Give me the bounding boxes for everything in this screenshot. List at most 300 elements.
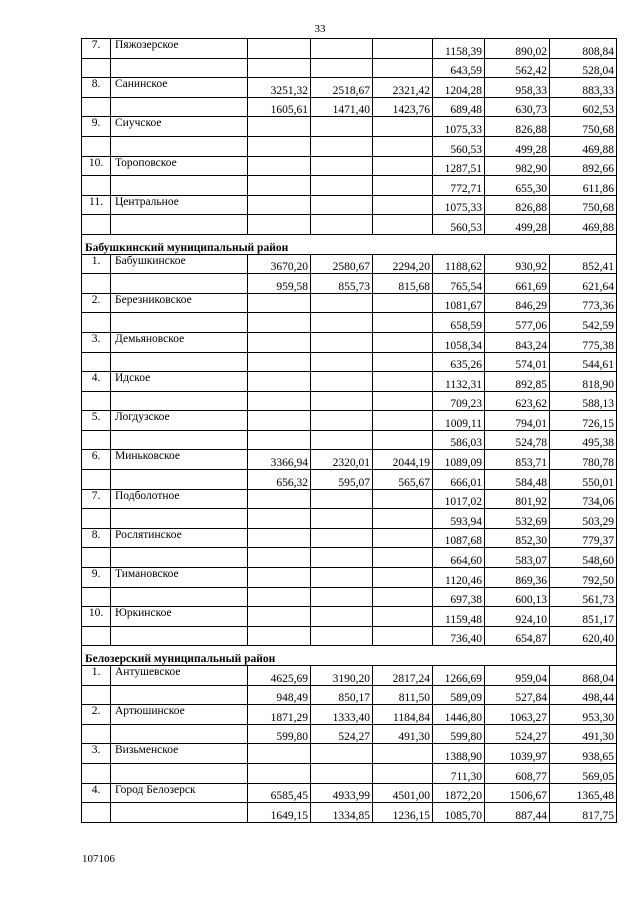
- value-cell-v2: [311, 58, 373, 78]
- row-index: [82, 626, 111, 646]
- settlement-name: [111, 548, 248, 568]
- table-row: [82, 607, 617, 627]
- table-row: [82, 352, 617, 372]
- value-cell-v5: 924,10: [485, 607, 550, 627]
- value-cell-v2: [311, 430, 373, 450]
- value-cell-v4: 586,03: [433, 430, 485, 450]
- value-cell-v2: 855,73: [311, 274, 373, 294]
- value-cell-v3: [373, 489, 433, 509]
- value-cell-v3: [373, 763, 433, 783]
- settlement-name: [111, 352, 248, 372]
- value-cell-v4: 689,48: [433, 97, 485, 117]
- value-cell-v1: 4625,69: [248, 666, 311, 686]
- value-cell-v2: [311, 411, 373, 431]
- value-cell-v3: 2044,19: [373, 450, 433, 470]
- value-cell-v3: 2817,24: [373, 666, 433, 686]
- section-title: Бабушкинский муниципальный район: [82, 234, 617, 254]
- value-cell-v6: 491,30: [550, 724, 617, 744]
- value-cell-v5: 982,90: [485, 156, 550, 176]
- value-cell-v1: [248, 195, 311, 215]
- value-cell-v6: 620,40: [550, 626, 617, 646]
- settlement-name: Тимановское: [111, 568, 248, 588]
- table-row: [82, 391, 617, 411]
- settlement-name: Сиучское: [111, 117, 248, 137]
- value-cell-v1: 948,49: [248, 685, 311, 705]
- settlement-name: [111, 724, 248, 744]
- table-row: [82, 156, 617, 176]
- value-cell-v4: 736,40: [433, 626, 485, 646]
- value-cell-v2: [311, 372, 373, 392]
- page-number: 33: [314, 23, 326, 35]
- value-cell-v2: [311, 176, 373, 196]
- table-row: [82, 489, 617, 509]
- value-cell-v5: 661,69: [485, 274, 550, 294]
- value-cell-v2: [311, 156, 373, 176]
- row-index: 8.: [82, 78, 111, 98]
- value-cell-v3: [373, 293, 433, 313]
- table-row: [82, 548, 617, 568]
- value-cell-v5: 801,92: [485, 489, 550, 509]
- table-row: [82, 705, 617, 725]
- value-cell-v3: [373, 372, 433, 392]
- settlement-name: [111, 274, 248, 294]
- settlement-name: Центральное: [111, 195, 248, 215]
- value-cell-v2: 850,17: [311, 685, 373, 705]
- value-cell-v6: 773,36: [550, 293, 617, 313]
- row-index: 4.: [82, 372, 111, 392]
- value-cell-v4: 1132,31: [433, 372, 485, 392]
- value-cell-v6: 883,33: [550, 78, 617, 98]
- value-cell-v5: 958,33: [485, 78, 550, 98]
- tariff-table: [81, 38, 617, 823]
- row-index: 6.: [82, 450, 111, 470]
- row-index: 11.: [82, 195, 111, 215]
- value-cell-v1: [248, 568, 311, 588]
- row-index: [82, 587, 111, 607]
- value-cell-v6: 602,53: [550, 97, 617, 117]
- table-body: [82, 39, 617, 823]
- row-index: [82, 685, 111, 705]
- settlement-name: Тороповское: [111, 156, 248, 176]
- value-cell-v1: [248, 176, 311, 196]
- value-cell-v5: 654,87: [485, 626, 550, 646]
- value-cell-v1: [248, 313, 311, 333]
- value-cell-v4: 1266,69: [433, 666, 485, 686]
- table-row: [82, 744, 617, 764]
- value-cell-v3: [373, 313, 433, 333]
- settlement-name: [111, 430, 248, 450]
- value-cell-v3: [373, 332, 433, 352]
- value-cell-v4: 1158,39: [433, 39, 485, 59]
- settlement-name: Березниковское: [111, 293, 248, 313]
- value-cell-v4: 593,94: [433, 509, 485, 529]
- row-index: [82, 58, 111, 78]
- value-cell-v6: 817,75: [550, 803, 617, 823]
- value-cell-v6: 498,44: [550, 685, 617, 705]
- value-cell-v3: 1236,15: [373, 803, 433, 823]
- value-cell-v2: 1334,85: [311, 803, 373, 823]
- value-cell-v5: 890,02: [485, 39, 550, 59]
- settlement-name: [111, 763, 248, 783]
- table-row: [82, 803, 617, 823]
- value-cell-v4: 560,53: [433, 215, 485, 235]
- value-cell-v4: 666,01: [433, 470, 485, 490]
- value-cell-v6: 495,38: [550, 430, 617, 450]
- value-cell-v6: 588,13: [550, 391, 617, 411]
- value-cell-v1: [248, 744, 311, 764]
- value-cell-v2: 524,27: [311, 724, 373, 744]
- table-row: [82, 39, 617, 59]
- value-cell-v6: 611,86: [550, 176, 617, 196]
- table-row: [82, 783, 617, 803]
- value-cell-v5: 608,77: [485, 763, 550, 783]
- table-row: [82, 332, 617, 352]
- value-cell-v5: 826,88: [485, 117, 550, 137]
- table-row: [82, 274, 617, 294]
- value-cell-v3: [373, 744, 433, 764]
- value-cell-v6: 544,61: [550, 352, 617, 372]
- table-row: [82, 293, 617, 313]
- value-cell-v4: 1017,02: [433, 489, 485, 509]
- table-row: [82, 176, 617, 196]
- value-cell-v3: 1423,76: [373, 97, 433, 117]
- value-cell-v5: 600,13: [485, 587, 550, 607]
- value-cell-v6: 550,01: [550, 470, 617, 490]
- value-cell-v6: 779,37: [550, 528, 617, 548]
- value-cell-v6: 726,15: [550, 411, 617, 431]
- value-cell-v4: 1159,48: [433, 607, 485, 627]
- value-cell-v4: 635,26: [433, 352, 485, 372]
- value-cell-v1: [248, 509, 311, 529]
- value-cell-v5: 630,73: [485, 97, 550, 117]
- row-index: 10.: [82, 156, 111, 176]
- value-cell-v2: [311, 293, 373, 313]
- value-cell-v3: 2294,20: [373, 254, 433, 274]
- value-cell-v4: 1089,09: [433, 450, 485, 470]
- value-cell-v1: [248, 587, 311, 607]
- row-index: 8.: [82, 528, 111, 548]
- value-cell-v3: [373, 215, 433, 235]
- row-index: 9.: [82, 568, 111, 588]
- value-cell-v1: [248, 528, 311, 548]
- value-cell-v1: [248, 489, 311, 509]
- section-header-row: [82, 646, 617, 666]
- value-cell-v5: 527,84: [485, 685, 550, 705]
- table-row: [82, 136, 617, 156]
- section-title: Белозерский муниципальный район: [82, 646, 617, 666]
- table-row: [82, 450, 617, 470]
- value-cell-v1: [248, 391, 311, 411]
- row-index: 1.: [82, 666, 111, 686]
- settlement-name: Бабушкинское: [111, 254, 248, 274]
- value-cell-v4: 1188,62: [433, 254, 485, 274]
- table-row: [82, 58, 617, 78]
- value-cell-v3: [373, 548, 433, 568]
- settlement-name: Артюшинское: [111, 705, 248, 725]
- section-header-row: [82, 234, 617, 254]
- value-cell-v4: 1075,33: [433, 195, 485, 215]
- value-cell-v3: 1184,84: [373, 705, 433, 725]
- settlement-name: [111, 470, 248, 490]
- value-cell-v6: 621,64: [550, 274, 617, 294]
- value-cell-v5: 846,29: [485, 293, 550, 313]
- value-cell-v1: [248, 430, 311, 450]
- value-cell-v4: 697,38: [433, 587, 485, 607]
- value-cell-v6: 953,30: [550, 705, 617, 725]
- row-index: [82, 274, 111, 294]
- settlement-name: Визьменское: [111, 744, 248, 764]
- value-cell-v4: 709,23: [433, 391, 485, 411]
- value-cell-v5: 930,92: [485, 254, 550, 274]
- value-cell-v6: 469,88: [550, 215, 617, 235]
- row-index: [82, 176, 111, 196]
- value-cell-v1: 656,32: [248, 470, 311, 490]
- value-cell-v4: 1287,51: [433, 156, 485, 176]
- row-index: 9.: [82, 117, 111, 137]
- row-index: [82, 803, 111, 823]
- value-cell-v4: 1058,34: [433, 332, 485, 352]
- row-index: [82, 763, 111, 783]
- row-index: 7.: [82, 489, 111, 509]
- value-cell-v1: [248, 58, 311, 78]
- value-cell-v6: 528,04: [550, 58, 617, 78]
- value-cell-v4: 765,54: [433, 274, 485, 294]
- value-cell-v3: 565,67: [373, 470, 433, 490]
- row-index: [82, 391, 111, 411]
- value-cell-v1: 599,80: [248, 724, 311, 744]
- value-cell-v6: 561,73: [550, 587, 617, 607]
- value-cell-v2: [311, 626, 373, 646]
- table-row: [82, 117, 617, 137]
- value-cell-v3: [373, 391, 433, 411]
- value-cell-v2: [311, 509, 373, 529]
- value-cell-v5: 1039,97: [485, 744, 550, 764]
- value-cell-v3: [373, 430, 433, 450]
- value-cell-v2: [311, 763, 373, 783]
- row-index: [82, 352, 111, 372]
- value-cell-v5: 583,07: [485, 548, 550, 568]
- value-cell-v1: [248, 156, 311, 176]
- value-cell-v1: [248, 117, 311, 137]
- value-cell-v2: [311, 332, 373, 352]
- value-cell-v3: [373, 528, 433, 548]
- value-cell-v2: [311, 568, 373, 588]
- value-cell-v6: 808,84: [550, 39, 617, 59]
- value-cell-v2: 3190,20: [311, 666, 373, 686]
- value-cell-v5: 843,24: [485, 332, 550, 352]
- table-row: [82, 724, 617, 744]
- value-cell-v5: 584,48: [485, 470, 550, 490]
- value-cell-v1: [248, 763, 311, 783]
- value-cell-v2: 595,07: [311, 470, 373, 490]
- value-cell-v6: 938,65: [550, 744, 617, 764]
- value-cell-v5: 499,28: [485, 136, 550, 156]
- value-cell-v2: [311, 489, 373, 509]
- settlement-name: [111, 313, 248, 333]
- value-cell-v6: 1365,48: [550, 783, 617, 803]
- value-cell-v5: 655,30: [485, 176, 550, 196]
- value-cell-v2: [311, 607, 373, 627]
- table-row: [82, 509, 617, 529]
- value-cell-v1: [248, 352, 311, 372]
- settlement-name: Миньковское: [111, 450, 248, 470]
- value-cell-v6: 750,68: [550, 117, 617, 137]
- value-cell-v3: [373, 568, 433, 588]
- value-cell-v5: 869,36: [485, 568, 550, 588]
- settlement-name: [111, 685, 248, 705]
- value-cell-v2: [311, 136, 373, 156]
- table-row: [82, 470, 617, 490]
- value-cell-v4: 589,09: [433, 685, 485, 705]
- value-cell-v3: [373, 156, 433, 176]
- settlement-name: [111, 136, 248, 156]
- value-cell-v4: 664,60: [433, 548, 485, 568]
- value-cell-v4: 1388,90: [433, 744, 485, 764]
- table-row: [82, 411, 617, 431]
- row-index: [82, 470, 111, 490]
- value-cell-v1: 3366,94: [248, 450, 311, 470]
- table-row: [82, 666, 617, 686]
- value-cell-v1: [248, 411, 311, 431]
- value-cell-v5: 532,69: [485, 509, 550, 529]
- value-cell-v6: 851,17: [550, 607, 617, 627]
- table-row: [82, 372, 617, 392]
- settlement-name: Санинское: [111, 78, 248, 98]
- settlement-name: [111, 176, 248, 196]
- row-index: [82, 313, 111, 333]
- value-cell-v1: 3251,32: [248, 78, 311, 98]
- value-cell-v1: [248, 607, 311, 627]
- settlement-name: [111, 97, 248, 117]
- table-row: [82, 254, 617, 274]
- row-index: 1.: [82, 254, 111, 274]
- settlement-name: [111, 626, 248, 646]
- row-index: 2.: [82, 293, 111, 313]
- value-cell-v5: 852,30: [485, 528, 550, 548]
- value-cell-v2: 2518,67: [311, 78, 373, 98]
- row-index: 4.: [82, 783, 111, 803]
- table-row: [82, 568, 617, 588]
- table-row: [82, 78, 617, 98]
- value-cell-v3: [373, 352, 433, 372]
- row-index: 3.: [82, 332, 111, 352]
- value-cell-v3: [373, 587, 433, 607]
- row-index: [82, 136, 111, 156]
- value-cell-v5: 1506,67: [485, 783, 550, 803]
- value-cell-v6: 548,60: [550, 548, 617, 568]
- row-index: 2.: [82, 705, 111, 725]
- value-cell-v6: 503,29: [550, 509, 617, 529]
- value-cell-v5: 853,71: [485, 450, 550, 470]
- value-cell-v1: 1605,61: [248, 97, 311, 117]
- value-cell-v2: 1333,40: [311, 705, 373, 725]
- value-cell-v1: [248, 332, 311, 352]
- value-cell-v2: [311, 744, 373, 764]
- value-cell-v5: 826,88: [485, 195, 550, 215]
- table-row: [82, 587, 617, 607]
- value-cell-v4: 658,59: [433, 313, 485, 333]
- value-cell-v3: [373, 117, 433, 137]
- settlement-name: Пяжозерское: [111, 39, 248, 59]
- table-row: [82, 215, 617, 235]
- value-cell-v6: 780,78: [550, 450, 617, 470]
- value-cell-v5: 1063,27: [485, 705, 550, 725]
- settlement-name: [111, 509, 248, 529]
- value-cell-v6: 734,06: [550, 489, 617, 509]
- value-cell-v2: 1471,40: [311, 97, 373, 117]
- settlement-name: Антушевское: [111, 666, 248, 686]
- value-cell-v2: [311, 352, 373, 372]
- table-row: [82, 430, 617, 450]
- value-cell-v3: [373, 195, 433, 215]
- value-cell-v5: 574,01: [485, 352, 550, 372]
- value-cell-v3: 811,50: [373, 685, 433, 705]
- value-cell-v3: [373, 58, 433, 78]
- table-row: [82, 626, 617, 646]
- settlement-name: [111, 391, 248, 411]
- row-index: 7.: [82, 39, 111, 59]
- value-cell-v1: [248, 372, 311, 392]
- value-cell-v2: [311, 587, 373, 607]
- value-cell-v3: 4501,00: [373, 783, 433, 803]
- value-cell-v1: [248, 293, 311, 313]
- value-cell-v2: [311, 39, 373, 59]
- value-cell-v5: 794,01: [485, 411, 550, 431]
- settlement-name: [111, 215, 248, 235]
- settlement-name: Юркинское: [111, 607, 248, 627]
- value-cell-v3: 2321,42: [373, 78, 433, 98]
- value-cell-v2: 2320,01: [311, 450, 373, 470]
- value-cell-v4: 560,53: [433, 136, 485, 156]
- value-cell-v2: 4933,99: [311, 783, 373, 803]
- value-cell-v1: 959,58: [248, 274, 311, 294]
- value-cell-v3: [373, 39, 433, 59]
- value-cell-v5: 524,27: [485, 724, 550, 744]
- value-cell-v4: 643,59: [433, 58, 485, 78]
- row-index: [82, 724, 111, 744]
- value-cell-v6: 775,38: [550, 332, 617, 352]
- value-cell-v1: 3670,20: [248, 254, 311, 274]
- settlement-name: [111, 58, 248, 78]
- row-index: [82, 430, 111, 450]
- value-cell-v4: 1085,70: [433, 803, 485, 823]
- value-cell-v3: [373, 509, 433, 529]
- value-cell-v3: 491,30: [373, 724, 433, 744]
- value-cell-v6: 868,04: [550, 666, 617, 686]
- row-index: [82, 97, 111, 117]
- value-cell-v5: 623,62: [485, 391, 550, 411]
- value-cell-v5: 499,28: [485, 215, 550, 235]
- value-cell-v4: 1204,28: [433, 78, 485, 98]
- value-cell-v3: [373, 607, 433, 627]
- value-cell-v3: [373, 176, 433, 196]
- value-cell-v1: 6585,45: [248, 783, 311, 803]
- row-index: 10.: [82, 607, 111, 627]
- value-cell-v1: 1871,29: [248, 705, 311, 725]
- value-cell-v4: 1009,11: [433, 411, 485, 431]
- settlement-name: Идское: [111, 372, 248, 392]
- value-cell-v4: 1120,46: [433, 568, 485, 588]
- value-cell-v1: [248, 39, 311, 59]
- table-row: [82, 195, 617, 215]
- settlement-name: Рослятинское: [111, 528, 248, 548]
- value-cell-v2: [311, 391, 373, 411]
- value-cell-v6: 569,05: [550, 763, 617, 783]
- value-cell-v4: 1087,68: [433, 528, 485, 548]
- settlement-name: [111, 587, 248, 607]
- value-cell-v3: [373, 411, 433, 431]
- row-index: [82, 548, 111, 568]
